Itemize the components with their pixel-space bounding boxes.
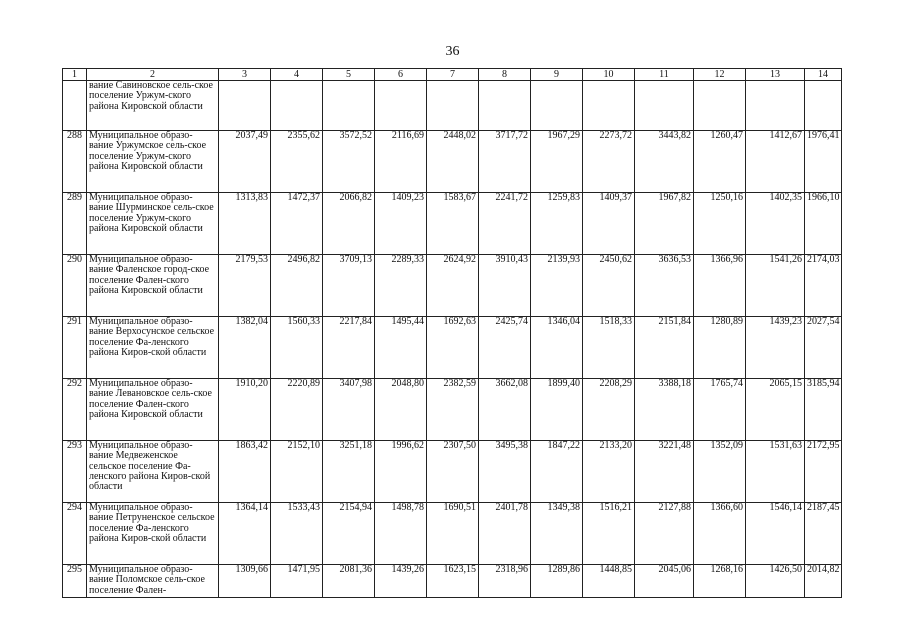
municipality-name: Муниципальное образо-вание Левановское сель-ское поселение Фален-ского района Кировской области	[87, 379, 219, 441]
value-cell	[694, 81, 746, 131]
column-header: 6	[375, 69, 427, 81]
value-cell: 2065,15	[746, 379, 805, 441]
value-cell: 1541,26	[746, 255, 805, 317]
value-cell: 2448,02	[427, 131, 479, 193]
value-cell: 1409,37	[583, 193, 635, 255]
table-row	[63, 131, 842, 193]
column-header: 4	[271, 69, 323, 81]
value-cell	[583, 81, 635, 131]
value-cell: 1560,33	[271, 317, 323, 379]
column-header: 3	[219, 69, 271, 81]
row-number: 295	[63, 565, 87, 598]
table-row	[63, 565, 842, 598]
page-number: 36	[445, 44, 460, 59]
value-cell: 1349,38	[531, 503, 583, 565]
value-cell: 1260,47	[694, 131, 746, 193]
value-cell: 3717,72	[479, 131, 531, 193]
value-cell: 3709,13	[323, 255, 375, 317]
value-cell: 1364,14	[219, 503, 271, 565]
value-cell: 2425,74	[479, 317, 531, 379]
value-cell: 2624,92	[427, 255, 479, 317]
value-cell: 2174,03	[805, 255, 842, 317]
value-cell: 1472,37	[271, 193, 323, 255]
value-cell	[635, 81, 694, 131]
value-cell: 3388,18	[635, 379, 694, 441]
value-cell: 1346,04	[531, 317, 583, 379]
value-cell	[805, 81, 842, 131]
value-cell: 1471,95	[271, 565, 323, 598]
table-body	[63, 81, 842, 598]
value-cell: 1583,67	[427, 193, 479, 255]
value-cell: 2116,69	[375, 131, 427, 193]
value-cell: 2037,49	[219, 131, 271, 193]
column-header: 7	[427, 69, 479, 81]
value-cell: 1899,40	[531, 379, 583, 441]
value-cell: 3251,18	[323, 441, 375, 503]
municipality-name: Муниципальное образо-вание Петруненское сельское поселение Фа-ленского района Киров-ской области	[87, 503, 219, 565]
value-cell: 1448,85	[583, 565, 635, 598]
column-header: 5	[323, 69, 375, 81]
value-cell: 1765,74	[694, 379, 746, 441]
value-cell: 1533,43	[271, 503, 323, 565]
row-number: 293	[63, 441, 87, 503]
value-cell: 1976,41	[805, 131, 842, 193]
row-number: 291	[63, 317, 87, 379]
value-cell: 3221,48	[635, 441, 694, 503]
column-header: 1	[63, 69, 87, 81]
value-cell: 1289,86	[531, 565, 583, 598]
value-cell: 1426,50	[746, 565, 805, 598]
municipality-name: вание Савиновское сель-ское поселение Уржум-ского района Кировской области	[87, 81, 219, 131]
value-cell: 2133,20	[583, 441, 635, 503]
value-cell: 2241,72	[479, 193, 531, 255]
table-row	[63, 441, 842, 503]
value-cell: 1313,83	[219, 193, 271, 255]
value-cell	[219, 81, 271, 131]
municipality-name: Муниципальное образо-вание Уржумское сель-ское поселение Уржум-ского района Кировской области	[87, 131, 219, 193]
table-row	[63, 81, 842, 131]
column-header: 11	[635, 69, 694, 81]
value-cell: 1531,63	[746, 441, 805, 503]
value-cell: 1382,04	[219, 317, 271, 379]
row-number: 288	[63, 131, 87, 193]
value-cell: 1259,83	[531, 193, 583, 255]
value-cell: 1967,82	[635, 193, 694, 255]
table-row	[63, 317, 842, 379]
value-cell: 2217,84	[323, 317, 375, 379]
value-cell: 2220,89	[271, 379, 323, 441]
value-cell: 1516,21	[583, 503, 635, 565]
value-cell: 1966,10	[805, 193, 842, 255]
value-cell: 2081,36	[323, 565, 375, 598]
value-cell: 2307,50	[427, 441, 479, 503]
value-cell: 1366,60	[694, 503, 746, 565]
value-cell: 2154,94	[323, 503, 375, 565]
municipality-name: Муниципальное образо-вание Поломское сель-ское поселение Фален-	[87, 565, 219, 598]
value-cell: 1402,35	[746, 193, 805, 255]
value-cell: 2014,82	[805, 565, 842, 598]
value-cell: 2139,93	[531, 255, 583, 317]
value-cell: 2048,80	[375, 379, 427, 441]
value-cell: 3185,94	[805, 379, 842, 441]
value-cell: 2450,62	[583, 255, 635, 317]
value-cell: 1847,22	[531, 441, 583, 503]
municipality-name: Муниципальное образо-вание Фаленское город-ское поселение Фален-ского района Кировской области	[87, 255, 219, 317]
value-cell: 2273,72	[583, 131, 635, 193]
value-cell: 2152,10	[271, 441, 323, 503]
value-cell: 1546,14	[746, 503, 805, 565]
value-cell: 2355,62	[271, 131, 323, 193]
value-cell: 1518,33	[583, 317, 635, 379]
table-row	[63, 193, 842, 255]
value-cell	[427, 81, 479, 131]
value-cell: 1623,15	[427, 565, 479, 598]
municipality-name: Муниципальное образо-вание Медвеженское сельское поселение Фа-ленского района Киров-ской области	[87, 441, 219, 503]
value-cell	[746, 81, 805, 131]
value-cell: 1439,26	[375, 565, 427, 598]
value-cell: 1495,44	[375, 317, 427, 379]
value-cell: 1268,16	[694, 565, 746, 598]
value-cell: 1309,66	[219, 565, 271, 598]
row-number: 292	[63, 379, 87, 441]
value-cell: 1352,09	[694, 441, 746, 503]
row-number: 290	[63, 255, 87, 317]
table-row	[63, 379, 842, 441]
value-cell: 2027,54	[805, 317, 842, 379]
value-cell: 3910,43	[479, 255, 531, 317]
value-cell: 1910,20	[219, 379, 271, 441]
value-cell: 1863,42	[219, 441, 271, 503]
value-cell: 3407,98	[323, 379, 375, 441]
value-cell: 2289,33	[375, 255, 427, 317]
value-cell: 3443,82	[635, 131, 694, 193]
column-header: 12	[694, 69, 746, 81]
value-cell	[323, 81, 375, 131]
value-cell: 1967,29	[531, 131, 583, 193]
municipality-name: Муниципальное образо-вание Верхосунское сельское поселение Фа-ленского района Киров-ской области	[87, 317, 219, 379]
value-cell: 1250,16	[694, 193, 746, 255]
value-cell: 2151,84	[635, 317, 694, 379]
value-cell: 1996,62	[375, 441, 427, 503]
column-header: 13	[746, 69, 805, 81]
value-cell: 2318,96	[479, 565, 531, 598]
value-cell: 3636,53	[635, 255, 694, 317]
value-cell: 2172,95	[805, 441, 842, 503]
value-cell: 1498,78	[375, 503, 427, 565]
value-cell: 1692,63	[427, 317, 479, 379]
value-cell: 3572,52	[323, 131, 375, 193]
value-cell: 2045,06	[635, 565, 694, 598]
row-number: 294	[63, 503, 87, 565]
value-cell: 2496,82	[271, 255, 323, 317]
data-table	[62, 68, 842, 598]
value-cell: 2127,88	[635, 503, 694, 565]
value-cell: 2401,78	[479, 503, 531, 565]
value-cell: 1439,23	[746, 317, 805, 379]
column-number-row	[63, 69, 842, 81]
column-header: 8	[479, 69, 531, 81]
municipality-name: Муниципальное образо-вание Шурминское сель-ское поселение Уржум-ского района Кировской области	[87, 193, 219, 255]
value-cell: 2208,29	[583, 379, 635, 441]
column-header: 9	[531, 69, 583, 81]
value-cell: 1280,89	[694, 317, 746, 379]
value-cell: 3662,08	[479, 379, 531, 441]
value-cell: 2179,53	[219, 255, 271, 317]
value-cell	[479, 81, 531, 131]
value-cell: 2382,59	[427, 379, 479, 441]
value-cell: 1409,23	[375, 193, 427, 255]
column-header: 10	[583, 69, 635, 81]
table-header	[63, 69, 842, 81]
column-header: 2	[87, 69, 219, 81]
value-cell: 1690,51	[427, 503, 479, 565]
value-cell: 3495,38	[479, 441, 531, 503]
table-row	[63, 503, 842, 565]
value-cell	[531, 81, 583, 131]
row-number	[63, 81, 87, 131]
value-cell: 2066,82	[323, 193, 375, 255]
table-row	[63, 255, 842, 317]
value-cell: 1366,96	[694, 255, 746, 317]
column-header: 14	[805, 69, 842, 81]
value-cell: 1412,67	[746, 131, 805, 193]
row-number: 289	[63, 193, 87, 255]
value-cell	[271, 81, 323, 131]
value-cell: 2187,45	[805, 503, 842, 565]
value-cell	[375, 81, 427, 131]
